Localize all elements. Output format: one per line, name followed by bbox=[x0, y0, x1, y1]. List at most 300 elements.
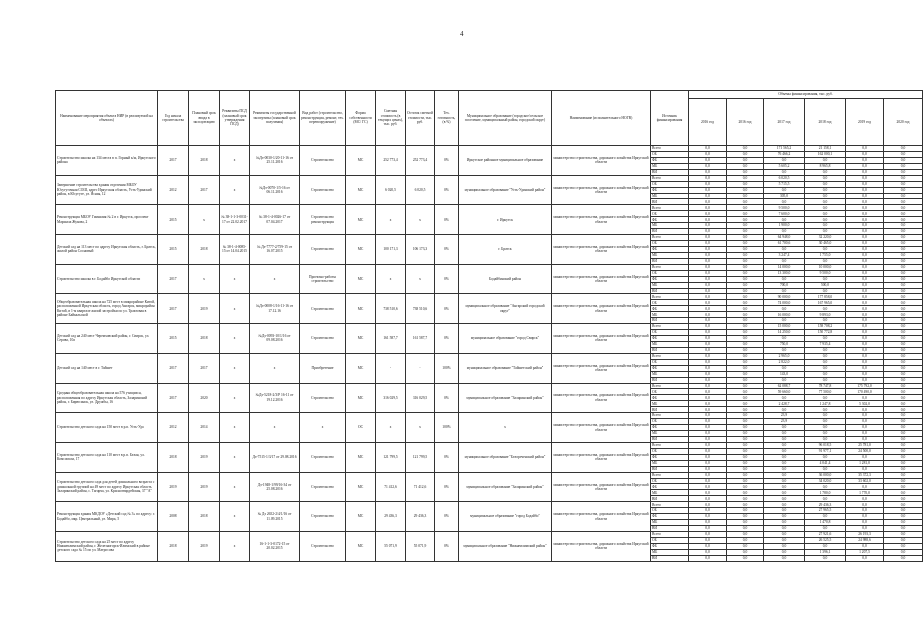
funding-amount-cell: 0,0 bbox=[689, 531, 727, 537]
end-year-cell: 2018 bbox=[189, 324, 220, 354]
header-municipality: Муниципальное образование (городское/сельское поселение, муниципальный район, городской округ) bbox=[459, 91, 552, 146]
funding-amount-cell: 0,0 bbox=[764, 436, 805, 442]
executor-ngo-cell: министерство строительства, дорожного хозяйства Иркутской области bbox=[552, 235, 651, 265]
funding-amount-cell: 150 772,8 bbox=[805, 330, 846, 336]
funding-amount-cell: 0,0 bbox=[846, 306, 884, 312]
funding-amount-cell: 0,0 bbox=[689, 276, 727, 282]
expertise-details-cell: №Дэ-0093-10/1/16 от 09.08.2016 bbox=[250, 324, 300, 354]
object-name-cell: Общеобразовательная школа на 725 мест в микрорайоне Китой, расположенной Иркутская область, город Ангарск, микрорайон Китой, в 1-м квартале жилой застройки по ул. Трактовая в районе Байкальской bbox=[56, 294, 158, 324]
funding-amount-cell: 0,0 bbox=[846, 252, 884, 258]
funding-amount-cell: 35 372,3 bbox=[846, 472, 884, 478]
header-start: Год начала строительства bbox=[158, 91, 189, 146]
funding-amount-cell: 0,0 bbox=[805, 318, 846, 324]
funding-amount-cell: 5 715,5 bbox=[764, 181, 805, 187]
funding-amount-cell: 0,0 bbox=[884, 169, 923, 175]
ownership-cell: МС bbox=[346, 175, 376, 205]
funding-amount-cell: 0,0 bbox=[846, 419, 884, 425]
funding-amount-cell: 0,0 bbox=[764, 246, 805, 252]
funding-amount-cell: 0,0 bbox=[884, 526, 923, 532]
funding-amount-cell: 0,0 bbox=[884, 543, 923, 549]
funding-amount-cell: 0,0 bbox=[727, 496, 764, 502]
funding-amount-cell: 78 747,8 bbox=[805, 383, 846, 389]
funding-amount-cell: 0,0 bbox=[727, 466, 764, 472]
funding-amount-cell: 0,0 bbox=[689, 336, 727, 342]
funding-amount-cell: 0,0 bbox=[689, 347, 727, 353]
funding-amount-cell: 0,0 bbox=[764, 407, 805, 413]
funding-amount-cell: 0,0 bbox=[884, 508, 923, 514]
municipality-cell: х bbox=[459, 413, 552, 443]
remaining-cost-cell: 161 587,7 bbox=[406, 324, 435, 354]
funding-amount-cell: 32 220,0 bbox=[805, 235, 846, 241]
funding-amount-cell: 0,0 bbox=[884, 448, 923, 454]
funding-amount-cell: 0,0 bbox=[689, 235, 727, 241]
funding-amount-cell: 0,0 bbox=[727, 502, 764, 508]
funding-source-cell: ФБ bbox=[651, 246, 689, 252]
funding-amount-cell: 0,0 bbox=[689, 282, 727, 288]
object-name-cell: Строительство детского сада на 110 мест в р.п. Белая, ул. Комсомола, 17 bbox=[56, 442, 158, 472]
work-type-cell: Строительство bbox=[300, 531, 346, 561]
funding-source-cell: ФБ bbox=[651, 484, 689, 490]
funding-amount-cell: 0,0 bbox=[689, 324, 727, 330]
estimated-cost-cell: х bbox=[376, 264, 406, 294]
funding-amount-cell: 1 770,0 bbox=[846, 490, 884, 496]
funding-amount-cell: 0,0 bbox=[805, 466, 846, 472]
remaining-cost-cell: 738 510,6 bbox=[406, 294, 435, 324]
start-year-cell: 2017 bbox=[158, 294, 189, 324]
funding-source-cell: ФБ bbox=[651, 543, 689, 549]
funding-amount-cell: 0,0 bbox=[884, 436, 923, 442]
funding-amount-cell: 0,0 bbox=[764, 466, 805, 472]
permit-details-cell: х bbox=[220, 413, 250, 443]
funding-amount-cell: 0,0 bbox=[805, 187, 846, 193]
funding-amount-cell: 0,0 bbox=[727, 258, 764, 264]
funding-amount-cell: 15 000,0 bbox=[764, 324, 805, 330]
funding-amount-cell: 5 605,2 bbox=[764, 163, 805, 169]
funding-amount-cell: 0,0 bbox=[884, 146, 923, 152]
funding-amount-cell: 0,0 bbox=[764, 217, 805, 223]
executor-ngo-cell: министерство строительства, дорожного хозяйства Иркутской области bbox=[552, 146, 651, 176]
funding-source-cell: МБ bbox=[651, 431, 689, 437]
funding-amount-cell: 0,0 bbox=[846, 365, 884, 371]
ownership-cell: МС bbox=[346, 442, 376, 472]
funding-amount-cell: 0,0 bbox=[764, 549, 805, 555]
municipality-cell: муниципальное образование "Ангарский городской округ" bbox=[459, 294, 552, 324]
funding-amount-cell: 170 490,0 bbox=[846, 389, 884, 395]
funding-amount-cell: 0,0 bbox=[846, 347, 884, 353]
funding-source-cell: Всего bbox=[651, 353, 689, 359]
funding-amount-cell: 0,0 bbox=[884, 246, 923, 252]
funding-source-cell: ОБ bbox=[651, 330, 689, 336]
ownership-cell: МС bbox=[346, 146, 376, 176]
funding-amount-cell: 0,0 bbox=[846, 151, 884, 157]
funding-amount-cell: 0,0 bbox=[805, 193, 846, 199]
municipality-cell: муниципальное образование "Заларинский район" bbox=[459, 383, 552, 413]
funding-amount-cell: 0,0 bbox=[884, 466, 923, 472]
funding-amount-cell: 0,0 bbox=[689, 241, 727, 247]
start-year-cell: 2017 bbox=[158, 146, 189, 176]
funding-amount-cell: 0,0 bbox=[764, 508, 805, 514]
object-name-cell: Строительство детского сада на 25 мест по адресу Нижнеилимский район, г. Железногорск-Илимский в районе детского сада № 15 по ул. Матросова bbox=[56, 531, 158, 561]
executor-ngo-cell: министерство строительства, дорожного хозяйства Иркутской области bbox=[552, 502, 651, 532]
funding-amount-cell: 0,0 bbox=[764, 555, 805, 561]
funding-amount-cell: 0,0 bbox=[689, 448, 727, 454]
funding-source-cell: ВИ bbox=[651, 377, 689, 383]
expertise-details-cell: х bbox=[250, 353, 300, 383]
funding-amount-cell: 0,0 bbox=[727, 431, 764, 437]
funding-amount-cell: 0,0 bbox=[846, 436, 884, 442]
expertise-details-cell: №Дэ-5218-2/3/Р 16-11 от 19.12.2016 bbox=[250, 383, 300, 413]
funding-amount-cell: 0,0 bbox=[846, 395, 884, 401]
end-year-cell: х bbox=[189, 264, 220, 294]
funding-source-cell: ВИ bbox=[651, 318, 689, 324]
funding-amount-cell: 0,0 bbox=[727, 555, 764, 561]
funding-amount-cell: 0,0 bbox=[884, 401, 923, 407]
funding-amount-cell: 23,9 bbox=[764, 419, 805, 425]
funding-source-cell: МБ bbox=[651, 282, 689, 288]
funding-amount-cell: 0,0 bbox=[689, 217, 727, 223]
funding-source-cell: ФБ bbox=[651, 157, 689, 163]
work-type-cell: Строительство bbox=[300, 442, 346, 472]
expertise-details-cell: №Дэ-0008-1/16-11-16 от 17.12.16 bbox=[250, 294, 300, 324]
funding-amount-cell: 0,0 bbox=[689, 395, 727, 401]
funding-amount-cell: 0,0 bbox=[846, 484, 884, 490]
funding-amount-cell: 0,0 bbox=[884, 555, 923, 561]
funding-amount-cell: 0,0 bbox=[846, 353, 884, 359]
remaining-cost-cell: х bbox=[406, 205, 435, 235]
funding-amount-cell: 24 988,6 bbox=[846, 537, 884, 543]
funding-amount-cell: 0,0 bbox=[764, 229, 805, 235]
funding-amount-cell: 0,0 bbox=[805, 365, 846, 371]
funding-amount-cell: 305,0 bbox=[764, 193, 805, 199]
funding-amount-cell: 0,0 bbox=[846, 330, 884, 336]
funding-amount-cell: 0,0 bbox=[884, 395, 923, 401]
start-year-cell: 2019 bbox=[158, 472, 189, 502]
funding-source-cell: ОБ bbox=[651, 508, 689, 514]
funding-amount-cell: 0,0 bbox=[884, 496, 923, 502]
funding-source-cell: ФБ bbox=[651, 425, 689, 431]
readiness-cell: 0% bbox=[435, 472, 459, 502]
funding-amount-cell: 0,0 bbox=[884, 531, 923, 537]
funding-amount-cell: 27 921,6 bbox=[805, 531, 846, 537]
funding-amount-cell: 0,0 bbox=[727, 330, 764, 336]
funding-source-cell: ФБ bbox=[651, 276, 689, 282]
funding-amount-cell: 0,0 bbox=[805, 555, 846, 561]
funding-amount-cell: 0,0 bbox=[846, 555, 884, 561]
funding-amount-cell: 0,0 bbox=[689, 454, 727, 460]
funding-amount-cell: 0,0 bbox=[764, 395, 805, 401]
funding-amount-cell: 27 965,5 bbox=[805, 508, 846, 514]
funding-amount-cell: 0,0 bbox=[884, 520, 923, 526]
funding-amount-cell: 3 247,4 bbox=[764, 252, 805, 258]
funding-amount-cell: 0,0 bbox=[727, 490, 764, 496]
object-name-cell: Завершение строительства здания отделения МБОУ Юсугуточная СОШ, адрес Иркутская область, Усть-Удинский район, в Юсугуте, ул. Ясная, 12 bbox=[56, 175, 158, 205]
funding-amount-cell: 0,0 bbox=[805, 347, 846, 353]
funding-amount-cell: 5 302,0 bbox=[846, 401, 884, 407]
funding-amount-cell: 2 965,0 bbox=[764, 353, 805, 359]
funding-amount-cell: 0,0 bbox=[689, 508, 727, 514]
funding-source-cell: МБ bbox=[651, 252, 689, 258]
funding-amount-cell: 0,0 bbox=[727, 324, 764, 330]
funding-amount-cell: 750,0 bbox=[764, 341, 805, 347]
funding-amount-cell: 0,0 bbox=[884, 454, 923, 460]
funding-amount-cell: 0,0 bbox=[846, 526, 884, 532]
funding-amount-cell: 0,0 bbox=[805, 484, 846, 490]
funding-amount-cell: 0,0 bbox=[805, 526, 846, 532]
funding-amount-cell: 0,0 bbox=[689, 306, 727, 312]
funding-amount-cell: 0,0 bbox=[764, 514, 805, 520]
funding-source-cell: Всего bbox=[651, 442, 689, 448]
funding-amount-cell: 0,0 bbox=[846, 258, 884, 264]
work-type-cell: х bbox=[300, 413, 346, 443]
funding-source-cell: ВИ bbox=[651, 258, 689, 264]
municipality-cell: Иркутское районное муниципальное образование bbox=[459, 146, 552, 176]
funding-amount-cell: 0,0 bbox=[689, 484, 727, 490]
work-type-cell: Проектно-работы строительство bbox=[300, 264, 346, 294]
ownership-cell: МС bbox=[346, 353, 376, 383]
funding-source-cell: ОБ bbox=[651, 478, 689, 484]
ownership-cell: МС bbox=[346, 264, 376, 294]
funding-amount-cell: 0,0 bbox=[805, 229, 846, 235]
funding-source-cell: ВИ bbox=[651, 436, 689, 442]
funding-amount-cell: 0,0 bbox=[727, 395, 764, 401]
funding-amount-cell: 0,0 bbox=[689, 193, 727, 199]
ownership-cell: МС bbox=[346, 531, 376, 561]
funding-amount-cell: 23,9 bbox=[764, 413, 805, 419]
funding-amount-cell: 0,0 bbox=[805, 431, 846, 437]
funding-amount-cell: 0,0 bbox=[764, 276, 805, 282]
funding-amount-cell: 0,0 bbox=[884, 377, 923, 383]
funding-source-cell: ФБ bbox=[651, 395, 689, 401]
funding-amount-cell: 0,0 bbox=[884, 217, 923, 223]
funding-amount-cell: 0,0 bbox=[764, 490, 805, 496]
funding-amount-cell: 0,0 bbox=[727, 235, 764, 241]
funding-amount-cell: 0,0 bbox=[689, 537, 727, 543]
funding-amount-cell: 0,0 bbox=[727, 531, 764, 537]
funding-amount-cell: 0,0 bbox=[846, 318, 884, 324]
funding-amount-cell: 0,0 bbox=[884, 336, 923, 342]
funding-amount-cell: 1 780,0 bbox=[805, 490, 846, 496]
funding-amount-cell: 0,0 bbox=[884, 157, 923, 163]
funding-amount-cell: 0,0 bbox=[689, 199, 727, 205]
funding-amount-cell: 0,0 bbox=[805, 157, 846, 163]
funding-amount-cell: 0,0 bbox=[689, 431, 727, 437]
funding-amount-cell: 4 041,4 bbox=[805, 460, 846, 466]
funding-amount-cell: 0,0 bbox=[805, 407, 846, 413]
funding-amount-cell: 0,0 bbox=[727, 199, 764, 205]
funding-amount-cell: 62 088,7 bbox=[764, 383, 805, 389]
funding-amount-cell: 0,0 bbox=[846, 294, 884, 300]
funding-amount-cell: 0,0 bbox=[805, 371, 846, 377]
funding-amount-cell: 0,0 bbox=[727, 318, 764, 324]
funding-amount-cell: 0,0 bbox=[805, 395, 846, 401]
funding-amount-cell: 0,0 bbox=[689, 258, 727, 264]
funding-amount-cell: 10 000,0 bbox=[805, 264, 846, 270]
funding-amount-cell: 0,0 bbox=[764, 157, 805, 163]
funding-amount-cell: 0,0 bbox=[846, 425, 884, 431]
permit-details-cell: х bbox=[220, 472, 250, 502]
funding-amount-cell: 8 965,8 bbox=[805, 163, 846, 169]
funding-amount-cell: 0,0 bbox=[689, 246, 727, 252]
funding-amount-cell: 0,0 bbox=[884, 241, 923, 247]
ownership-cell: МС bbox=[346, 294, 376, 324]
funding-amount-cell: 0,0 bbox=[884, 187, 923, 193]
funding-source-cell: ОБ bbox=[651, 359, 689, 365]
page-number: 4 bbox=[460, 30, 464, 38]
funding-amount-cell: 0,0 bbox=[846, 181, 884, 187]
funding-amount-cell: 36 000,0 bbox=[805, 472, 846, 478]
work-type-cell: Приобретение bbox=[300, 353, 346, 383]
funding-source-cell: ОБ bbox=[651, 241, 689, 247]
funding-amount-cell: 0,0 bbox=[689, 526, 727, 532]
funding-amount-cell: 700,0 bbox=[764, 282, 805, 288]
readiness-cell: 0% bbox=[435, 235, 459, 265]
funding-amount-cell: 0,0 bbox=[727, 229, 764, 235]
remaining-cost-cell: 29 436,3 bbox=[406, 502, 435, 532]
funding-amount-cell: 0,0 bbox=[884, 484, 923, 490]
funding-source-cell: МБ bbox=[651, 490, 689, 496]
estimated-cost-cell: 316 029,5 bbox=[376, 383, 406, 413]
funding-amount-cell: 0,0 bbox=[689, 460, 727, 466]
funding-amount-cell: 59 660,0 bbox=[764, 389, 805, 395]
funding-amount-cell: 0,0 bbox=[764, 496, 805, 502]
object-name-cell: Строительство школы в г. Бодайбо Иркутской области bbox=[56, 264, 158, 294]
municipality-cell: муниципальное образование "Белореченский район" bbox=[459, 442, 552, 472]
funding-amount-cell: 0,0 bbox=[727, 353, 764, 359]
executor-ngo-cell: министерство строительства, дорожного хозяйства Иркутской области bbox=[552, 442, 651, 472]
funding-amount-cell: 0,0 bbox=[805, 223, 846, 229]
start-year-cell: 2008 bbox=[158, 502, 189, 532]
funding-amount-cell: 9 500,0 bbox=[764, 205, 805, 211]
executor-ngo-cell: министерство строительства, дорожного хозяйства Иркутской области bbox=[552, 383, 651, 413]
funding-amount-cell: 0,0 bbox=[846, 193, 884, 199]
funding-amount-cell: 0,0 bbox=[727, 294, 764, 300]
expertise-details-cell: № Дэ 2652-2/4/1/16 от 11.09.2015 bbox=[250, 502, 300, 532]
funding-amount-cell: 1 470,8 bbox=[805, 520, 846, 526]
funding-amount-cell: 0,0 bbox=[846, 324, 884, 330]
funding-amount-cell: 1 207,5 bbox=[846, 549, 884, 555]
funding-amount-cell: 0,0 bbox=[689, 330, 727, 336]
funding-amount-cell: 0,0 bbox=[884, 347, 923, 353]
estimated-cost-cell: 738 510,6 bbox=[376, 294, 406, 324]
funding-amount-cell: 0,0 bbox=[727, 193, 764, 199]
funding-amount-cell: 0,0 bbox=[846, 217, 884, 223]
header-year: 2019 год bbox=[846, 99, 884, 146]
funding-amount-cell: 0,0 bbox=[846, 496, 884, 502]
start-year-cell: 2015 bbox=[158, 205, 189, 235]
funding-amount-cell: 21 158,1 bbox=[805, 146, 846, 152]
start-year-cell: 2017 bbox=[158, 383, 189, 413]
funding-amount-cell: 0,0 bbox=[846, 229, 884, 235]
funding-amount-cell: 0,0 bbox=[689, 318, 727, 324]
funding-amount-cell: 0,0 bbox=[846, 514, 884, 520]
funding-amount-cell: 0,0 bbox=[727, 478, 764, 484]
funding-amount-cell: 0,0 bbox=[805, 436, 846, 442]
funding-amount-cell: 0,0 bbox=[884, 175, 923, 181]
funding-amount-cell: 0,0 bbox=[884, 276, 923, 282]
funding-source-cell: ОБ bbox=[651, 537, 689, 543]
permit-details-cell: № 38-1-4-0085-15 от 14.04.2015 bbox=[220, 235, 250, 265]
funding-amount-cell: 0,0 bbox=[846, 466, 884, 472]
funding-amount-cell: 175 792,0 bbox=[846, 383, 884, 389]
funding-source-cell: ФБ bbox=[651, 454, 689, 460]
funding-amount-cell: 0,0 bbox=[727, 252, 764, 258]
end-year-cell: 2014 bbox=[189, 413, 220, 443]
funding-source-cell: МБ bbox=[651, 460, 689, 466]
funding-amount-cell: 0,0 bbox=[805, 169, 846, 175]
funding-amount-cell: 0,0 bbox=[689, 353, 727, 359]
funding-amount-cell: 0,0 bbox=[689, 555, 727, 561]
executor-ngo-cell: министерство строительства, дорожного хозяйства Иркутской области bbox=[552, 294, 651, 324]
funding-amount-cell: 0,0 bbox=[884, 151, 923, 157]
funding-amount-cell: 0,0 bbox=[727, 270, 764, 276]
end-year-cell: 2019 bbox=[189, 294, 220, 324]
funding-amount-cell: 0,0 bbox=[727, 341, 764, 347]
ownership-cell: МС bbox=[346, 472, 376, 502]
funding-amount-cell: 0,0 bbox=[689, 502, 727, 508]
funding-amount-cell: 0,0 bbox=[764, 288, 805, 294]
funding-amount-cell: 0,0 bbox=[846, 431, 884, 437]
funding-amount-cell: 0,0 bbox=[727, 389, 764, 395]
funding-amount-cell: 0,0 bbox=[846, 270, 884, 276]
funding-amount-cell: 0,0 bbox=[689, 359, 727, 365]
funding-source-cell: Всего bbox=[651, 175, 689, 181]
end-year-cell: 2019 bbox=[189, 442, 220, 472]
permit-details-cell: х bbox=[220, 324, 250, 354]
funding-amount-cell: 0,0 bbox=[727, 217, 764, 223]
funding-amount-cell: 0,0 bbox=[764, 484, 805, 490]
object-name-cell: Средняя общеобразовательная школа на 576 учащихся, расположенная по адресу Иркутская область, Заларинский район, г. Бирюсинск, ул. Дружбы, 16 bbox=[56, 383, 158, 413]
municipality-cell: г. Братск bbox=[459, 235, 552, 265]
funding-amount-cell: 0,0 bbox=[846, 508, 884, 514]
header-remaining: Остаток сметной стоимости, тыс. руб. bbox=[406, 91, 435, 146]
funding-amount-cell: 0,0 bbox=[689, 187, 727, 193]
funding-amount-cell: 0,0 bbox=[727, 543, 764, 549]
funding-amount-cell: 0,0 bbox=[846, 241, 884, 247]
funding-amount-cell: 0,0 bbox=[689, 436, 727, 442]
work-type-cell: Строительство bbox=[300, 502, 346, 532]
funding-amount-cell: 0,0 bbox=[727, 365, 764, 371]
expertise-details-cell: № 38-1-4-0026-17 от 07.04.2017 bbox=[250, 205, 300, 235]
funding-amount-cell: 0,0 bbox=[689, 341, 727, 347]
funding-source-cell: Всего bbox=[651, 294, 689, 300]
funding-amount-cell: 0,0 bbox=[884, 294, 923, 300]
funding-amount-cell: 0,0 bbox=[846, 187, 884, 193]
funding-amount-cell: 0,0 bbox=[764, 520, 805, 526]
funding-amount-cell: 0,0 bbox=[689, 401, 727, 407]
expertise-details-cell: Дэ-1948-1/99/16-34 от 25.08.2016 bbox=[250, 472, 300, 502]
end-year-cell: 2018 bbox=[189, 146, 220, 176]
funding-source-cell: ФБ bbox=[651, 306, 689, 312]
municipality-cell: муниципальное образование "город Бодайбо" bbox=[459, 502, 552, 532]
funding-source-cell: Всего bbox=[651, 413, 689, 419]
funding-source-cell: МБ bbox=[651, 520, 689, 526]
estimated-cost-cell: 71 412,6 bbox=[376, 472, 406, 502]
funding-amount-cell: 0,0 bbox=[689, 163, 727, 169]
funding-source-cell: ВИ bbox=[651, 229, 689, 235]
funding-amount-cell: 0,0 bbox=[884, 460, 923, 466]
funding-source-cell: Всего bbox=[651, 235, 689, 241]
permit-details-cell: № 38-1-1-3-0031-17 от 22.02.2017 bbox=[220, 205, 250, 235]
funding-amount-cell: 0,0 bbox=[884, 383, 923, 389]
funding-amount-cell: 0,0 bbox=[805, 543, 846, 549]
start-year-cell: 2015 bbox=[158, 235, 189, 265]
funding-amount-cell: 0,0 bbox=[727, 146, 764, 152]
funding-amount-cell: 1 755,0 bbox=[805, 252, 846, 258]
object-name-cell: Строительство детского сада на 150 мест в р.п. Усть-Уда bbox=[56, 413, 158, 443]
funding-amount-cell: 91 977,1 bbox=[805, 448, 846, 454]
funding-amount-cell: 0,0 bbox=[727, 520, 764, 526]
estimated-cost-cell: 29 436,3 bbox=[376, 502, 406, 532]
